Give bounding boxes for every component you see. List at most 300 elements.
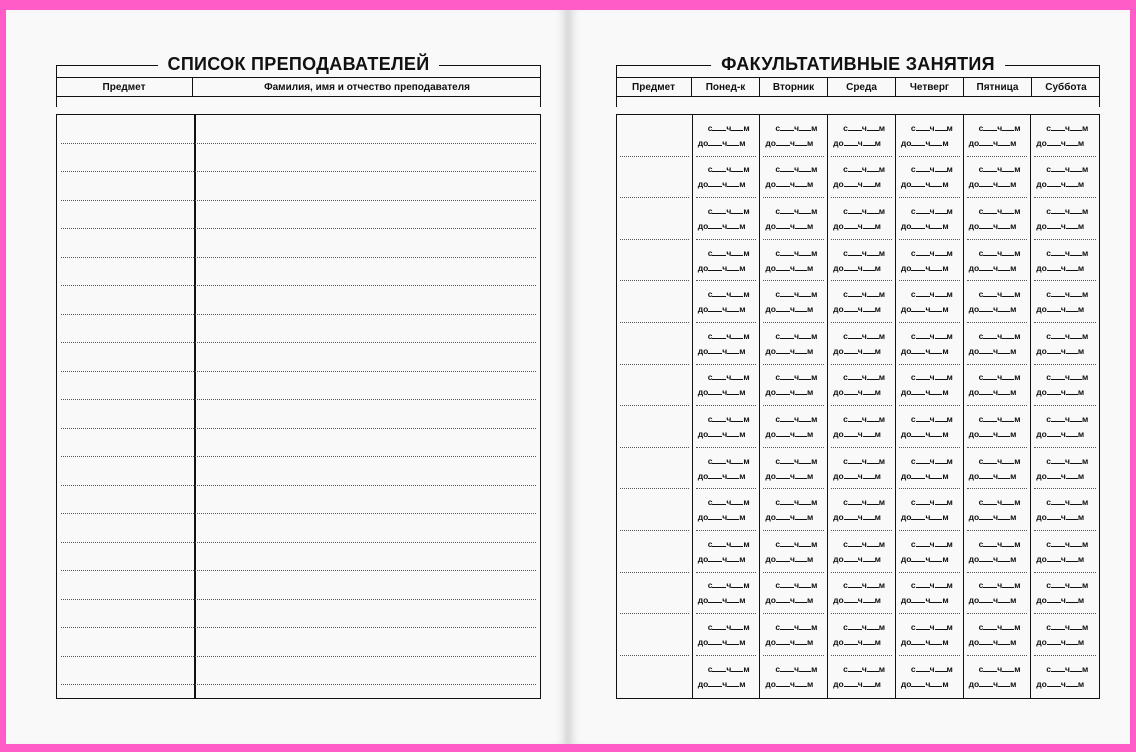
time-blank[interactable] — [911, 471, 925, 479]
teacher-row[interactable] — [61, 628, 536, 657]
time-blank[interactable] — [708, 512, 722, 520]
time-blank[interactable] — [712, 372, 726, 380]
time-blank[interactable] — [731, 664, 743, 672]
time-blank[interactable] — [867, 206, 879, 214]
time-blank[interactable] — [998, 263, 1010, 271]
time-blank[interactable] — [844, 387, 858, 395]
time-blank[interactable] — [1066, 637, 1078, 645]
time-blank[interactable] — [1047, 679, 1061, 687]
time-blank[interactable] — [1051, 164, 1065, 172]
time-blank[interactable] — [983, 664, 997, 672]
time-blank[interactable] — [727, 263, 739, 271]
time-blank[interactable] — [712, 580, 726, 588]
time-blank[interactable] — [795, 471, 807, 479]
teacher-row[interactable] — [61, 429, 536, 458]
time-blank[interactable] — [708, 471, 722, 479]
time-blank[interactable] — [1066, 512, 1078, 520]
time-blank[interactable] — [799, 248, 811, 256]
time-blank[interactable] — [1047, 637, 1061, 645]
time-blank[interactable] — [935, 289, 947, 297]
teacher-row[interactable] — [61, 115, 536, 144]
time-blank[interactable] — [1066, 138, 1078, 146]
time-blank[interactable] — [727, 221, 739, 229]
time-blank[interactable] — [848, 123, 862, 131]
time-blank[interactable] — [916, 248, 930, 256]
time-blank[interactable] — [799, 372, 811, 380]
time-blank[interactable] — [863, 679, 875, 687]
time-blank[interactable] — [776, 179, 790, 187]
time-blank[interactable] — [780, 206, 794, 214]
time-blank[interactable] — [998, 637, 1010, 645]
time-blank[interactable] — [1047, 263, 1061, 271]
time-blank[interactable] — [712, 497, 726, 505]
time-blank[interactable] — [708, 554, 722, 562]
time-blank[interactable] — [799, 539, 811, 547]
time-blank[interactable] — [983, 289, 997, 297]
time-blank[interactable] — [1051, 539, 1065, 547]
time-blank[interactable] — [1002, 664, 1014, 672]
time-blank[interactable] — [795, 637, 807, 645]
time-blank[interactable] — [998, 554, 1010, 562]
time-blank[interactable] — [712, 123, 726, 131]
time-blank[interactable] — [727, 429, 739, 437]
time-blank[interactable] — [998, 221, 1010, 229]
time-blank[interactable] — [1002, 497, 1014, 505]
time-blank[interactable] — [712, 414, 726, 422]
time-blank[interactable] — [708, 637, 722, 645]
time-blank[interactable] — [848, 289, 862, 297]
time-blank[interactable] — [844, 512, 858, 520]
teacher-row[interactable] — [61, 657, 536, 686]
time-blank[interactable] — [983, 456, 997, 464]
time-blank[interactable] — [916, 372, 930, 380]
time-blank[interactable] — [795, 429, 807, 437]
time-blank[interactable] — [911, 512, 925, 520]
subject-cell[interactable] — [620, 614, 689, 656]
time-blank[interactable] — [727, 512, 739, 520]
time-blank[interactable] — [867, 539, 879, 547]
time-blank[interactable] — [979, 387, 993, 395]
time-blank[interactable] — [727, 138, 739, 146]
time-blank[interactable] — [780, 372, 794, 380]
time-blank[interactable] — [911, 179, 925, 187]
time-blank[interactable] — [799, 123, 811, 131]
time-blank[interactable] — [930, 679, 942, 687]
time-blank[interactable] — [979, 637, 993, 645]
time-blank[interactable] — [979, 595, 993, 603]
teacher-row[interactable] — [61, 144, 536, 173]
time-blank[interactable] — [930, 263, 942, 271]
time-blank[interactable] — [916, 580, 930, 588]
time-blank[interactable] — [795, 263, 807, 271]
time-blank[interactable] — [1066, 471, 1078, 479]
time-blank[interactable] — [1051, 664, 1065, 672]
time-blank[interactable] — [911, 429, 925, 437]
time-blank[interactable] — [731, 456, 743, 464]
time-blank[interactable] — [867, 372, 879, 380]
time-blank[interactable] — [983, 539, 997, 547]
time-blank[interactable] — [911, 554, 925, 562]
time-blank[interactable] — [1047, 554, 1061, 562]
time-blank[interactable] — [1070, 664, 1082, 672]
time-blank[interactable] — [708, 304, 722, 312]
time-blank[interactable] — [983, 622, 997, 630]
time-blank[interactable] — [979, 679, 993, 687]
teacher-row[interactable] — [61, 514, 536, 543]
time-blank[interactable] — [930, 346, 942, 354]
time-blank[interactable] — [911, 221, 925, 229]
time-blank[interactable] — [911, 304, 925, 312]
time-blank[interactable] — [863, 221, 875, 229]
time-blank[interactable] — [1047, 471, 1061, 479]
time-blank[interactable] — [911, 637, 925, 645]
time-blank[interactable] — [1002, 331, 1014, 339]
time-blank[interactable] — [979, 179, 993, 187]
subject-cell[interactable] — [620, 656, 689, 698]
time-blank[interactable] — [1002, 414, 1014, 422]
time-blank[interactable] — [799, 414, 811, 422]
time-blank[interactable] — [727, 304, 739, 312]
time-blank[interactable] — [780, 123, 794, 131]
time-blank[interactable] — [867, 414, 879, 422]
time-blank[interactable] — [916, 164, 930, 172]
time-blank[interactable] — [863, 138, 875, 146]
time-blank[interactable] — [1051, 456, 1065, 464]
time-blank[interactable] — [1047, 429, 1061, 437]
time-blank[interactable] — [998, 138, 1010, 146]
time-blank[interactable] — [935, 372, 947, 380]
time-blank[interactable] — [911, 595, 925, 603]
time-blank[interactable] — [983, 248, 997, 256]
time-blank[interactable] — [712, 164, 726, 172]
time-blank[interactable] — [712, 456, 726, 464]
time-blank[interactable] — [776, 221, 790, 229]
time-blank[interactable] — [930, 471, 942, 479]
time-blank[interactable] — [1066, 304, 1078, 312]
time-blank[interactable] — [799, 331, 811, 339]
teacher-row[interactable] — [61, 258, 536, 287]
time-blank[interactable] — [844, 679, 858, 687]
time-blank[interactable] — [780, 164, 794, 172]
time-blank[interactable] — [712, 664, 726, 672]
time-blank[interactable] — [1002, 248, 1014, 256]
time-blank[interactable] — [867, 664, 879, 672]
time-blank[interactable] — [1051, 206, 1065, 214]
time-blank[interactable] — [1002, 580, 1014, 588]
time-blank[interactable] — [776, 512, 790, 520]
time-blank[interactable] — [731, 248, 743, 256]
time-blank[interactable] — [863, 179, 875, 187]
teacher-row[interactable] — [61, 543, 536, 572]
time-blank[interactable] — [867, 331, 879, 339]
time-blank[interactable] — [1051, 123, 1065, 131]
time-blank[interactable] — [848, 622, 862, 630]
time-blank[interactable] — [795, 179, 807, 187]
time-blank[interactable] — [1051, 289, 1065, 297]
time-blank[interactable] — [799, 497, 811, 505]
subject-cell[interactable] — [620, 448, 689, 490]
time-blank[interactable] — [776, 637, 790, 645]
teacher-row[interactable] — [61, 201, 536, 230]
time-blank[interactable] — [731, 123, 743, 131]
time-blank[interactable] — [727, 679, 739, 687]
time-blank[interactable] — [795, 512, 807, 520]
time-blank[interactable] — [844, 595, 858, 603]
time-blank[interactable] — [867, 580, 879, 588]
time-blank[interactable] — [776, 595, 790, 603]
time-blank[interactable] — [844, 637, 858, 645]
time-blank[interactable] — [867, 456, 879, 464]
time-blank[interactable] — [727, 346, 739, 354]
time-blank[interactable] — [776, 429, 790, 437]
time-blank[interactable] — [863, 471, 875, 479]
time-blank[interactable] — [935, 664, 947, 672]
time-blank[interactable] — [1070, 372, 1082, 380]
time-blank[interactable] — [867, 164, 879, 172]
teacher-row[interactable] — [61, 372, 536, 401]
time-blank[interactable] — [795, 595, 807, 603]
time-blank[interactable] — [979, 304, 993, 312]
time-blank[interactable] — [863, 512, 875, 520]
time-blank[interactable] — [799, 664, 811, 672]
time-blank[interactable] — [1070, 497, 1082, 505]
time-blank[interactable] — [795, 387, 807, 395]
time-blank[interactable] — [983, 414, 997, 422]
time-blank[interactable] — [1066, 179, 1078, 187]
time-blank[interactable] — [731, 331, 743, 339]
time-blank[interactable] — [776, 554, 790, 562]
time-blank[interactable] — [780, 289, 794, 297]
subject-cell[interactable] — [620, 489, 689, 531]
time-blank[interactable] — [780, 622, 794, 630]
time-blank[interactable] — [935, 497, 947, 505]
time-blank[interactable] — [979, 512, 993, 520]
time-blank[interactable] — [795, 554, 807, 562]
time-blank[interactable] — [916, 664, 930, 672]
time-blank[interactable] — [1070, 414, 1082, 422]
teacher-row[interactable] — [61, 600, 536, 629]
time-blank[interactable] — [916, 289, 930, 297]
time-blank[interactable] — [1047, 221, 1061, 229]
time-blank[interactable] — [911, 263, 925, 271]
time-blank[interactable] — [848, 456, 862, 464]
time-blank[interactable] — [867, 123, 879, 131]
time-blank[interactable] — [1070, 206, 1082, 214]
time-blank[interactable] — [1002, 123, 1014, 131]
time-blank[interactable] — [844, 221, 858, 229]
time-blank[interactable] — [916, 456, 930, 464]
time-blank[interactable] — [998, 387, 1010, 395]
time-blank[interactable] — [979, 554, 993, 562]
time-blank[interactable] — [708, 138, 722, 146]
time-blank[interactable] — [863, 595, 875, 603]
time-blank[interactable] — [708, 221, 722, 229]
teacher-row[interactable] — [61, 571, 536, 600]
time-blank[interactable] — [979, 221, 993, 229]
time-blank[interactable] — [731, 414, 743, 422]
time-blank[interactable] — [848, 248, 862, 256]
time-blank[interactable] — [844, 471, 858, 479]
time-blank[interactable] — [979, 138, 993, 146]
time-blank[interactable] — [863, 304, 875, 312]
time-blank[interactable] — [1047, 595, 1061, 603]
time-blank[interactable] — [799, 289, 811, 297]
time-blank[interactable] — [1066, 346, 1078, 354]
time-blank[interactable] — [863, 429, 875, 437]
time-blank[interactable] — [795, 221, 807, 229]
time-blank[interactable] — [1066, 429, 1078, 437]
time-blank[interactable] — [799, 622, 811, 630]
time-blank[interactable] — [799, 206, 811, 214]
time-blank[interactable] — [979, 263, 993, 271]
time-blank[interactable] — [731, 289, 743, 297]
time-blank[interactable] — [1070, 580, 1082, 588]
time-blank[interactable] — [935, 248, 947, 256]
time-blank[interactable] — [1051, 372, 1065, 380]
time-blank[interactable] — [1070, 539, 1082, 547]
time-blank[interactable] — [844, 138, 858, 146]
time-blank[interactable] — [799, 456, 811, 464]
time-blank[interactable] — [848, 164, 862, 172]
time-blank[interactable] — [1070, 164, 1082, 172]
time-blank[interactable] — [930, 221, 942, 229]
time-blank[interactable] — [848, 331, 862, 339]
subject-cell[interactable] — [620, 531, 689, 573]
time-blank[interactable] — [712, 331, 726, 339]
time-blank[interactable] — [863, 554, 875, 562]
time-blank[interactable] — [1047, 346, 1061, 354]
time-blank[interactable] — [780, 456, 794, 464]
time-blank[interactable] — [731, 164, 743, 172]
time-blank[interactable] — [935, 414, 947, 422]
time-blank[interactable] — [1070, 456, 1082, 464]
time-blank[interactable] — [916, 206, 930, 214]
time-blank[interactable] — [848, 206, 862, 214]
time-blank[interactable] — [708, 179, 722, 187]
time-blank[interactable] — [1047, 304, 1061, 312]
time-blank[interactable] — [844, 429, 858, 437]
subject-cell[interactable] — [620, 573, 689, 615]
time-blank[interactable] — [911, 138, 925, 146]
time-blank[interactable] — [712, 622, 726, 630]
time-blank[interactable] — [1002, 622, 1014, 630]
time-blank[interactable] — [983, 331, 997, 339]
time-blank[interactable] — [1002, 372, 1014, 380]
time-blank[interactable] — [727, 179, 739, 187]
time-blank[interactable] — [708, 346, 722, 354]
teacher-row[interactable] — [61, 486, 536, 515]
time-blank[interactable] — [1051, 497, 1065, 505]
time-blank[interactable] — [708, 679, 722, 687]
time-blank[interactable] — [844, 179, 858, 187]
time-blank[interactable] — [867, 248, 879, 256]
subject-cell[interactable] — [620, 198, 689, 240]
time-blank[interactable] — [983, 372, 997, 380]
time-blank[interactable] — [708, 429, 722, 437]
time-blank[interactable] — [916, 414, 930, 422]
time-blank[interactable] — [983, 123, 997, 131]
time-blank[interactable] — [712, 248, 726, 256]
time-blank[interactable] — [998, 429, 1010, 437]
time-blank[interactable] — [708, 387, 722, 395]
time-blank[interactable] — [776, 138, 790, 146]
time-blank[interactable] — [935, 622, 947, 630]
time-blank[interactable] — [1070, 123, 1082, 131]
teacher-row[interactable] — [61, 343, 536, 372]
subject-cell[interactable] — [620, 157, 689, 199]
teacher-row[interactable] — [61, 315, 536, 344]
time-blank[interactable] — [776, 471, 790, 479]
time-blank[interactable] — [867, 622, 879, 630]
teacher-row[interactable] — [61, 172, 536, 201]
time-blank[interactable] — [1066, 387, 1078, 395]
teacher-row[interactable] — [61, 457, 536, 486]
time-blank[interactable] — [911, 346, 925, 354]
time-blank[interactable] — [1002, 289, 1014, 297]
time-blank[interactable] — [712, 289, 726, 297]
teacher-row[interactable] — [61, 229, 536, 258]
time-blank[interactable] — [998, 179, 1010, 187]
time-blank[interactable] — [848, 372, 862, 380]
time-blank[interactable] — [1070, 622, 1082, 630]
time-blank[interactable] — [1066, 554, 1078, 562]
time-blank[interactable] — [916, 539, 930, 547]
time-blank[interactable] — [863, 637, 875, 645]
time-blank[interactable] — [979, 429, 993, 437]
time-blank[interactable] — [708, 263, 722, 271]
time-blank[interactable] — [731, 580, 743, 588]
time-blank[interactable] — [930, 304, 942, 312]
time-blank[interactable] — [867, 289, 879, 297]
time-blank[interactable] — [935, 539, 947, 547]
time-blank[interactable] — [727, 387, 739, 395]
time-blank[interactable] — [776, 304, 790, 312]
time-blank[interactable] — [998, 304, 1010, 312]
time-blank[interactable] — [712, 539, 726, 547]
time-blank[interactable] — [799, 164, 811, 172]
time-blank[interactable] — [983, 206, 997, 214]
time-blank[interactable] — [848, 497, 862, 505]
time-blank[interactable] — [916, 622, 930, 630]
teacher-row[interactable] — [61, 286, 536, 315]
time-blank[interactable] — [712, 206, 726, 214]
time-blank[interactable] — [998, 346, 1010, 354]
time-blank[interactable] — [1051, 331, 1065, 339]
subject-cell[interactable] — [620, 406, 689, 448]
time-blank[interactable] — [844, 554, 858, 562]
time-blank[interactable] — [848, 414, 862, 422]
time-blank[interactable] — [1047, 179, 1061, 187]
time-blank[interactable] — [930, 637, 942, 645]
time-blank[interactable] — [1047, 387, 1061, 395]
time-blank[interactable] — [731, 539, 743, 547]
time-blank[interactable] — [1051, 622, 1065, 630]
time-blank[interactable] — [776, 263, 790, 271]
time-blank[interactable] — [911, 679, 925, 687]
time-blank[interactable] — [930, 179, 942, 187]
subject-cell[interactable] — [620, 240, 689, 282]
teacher-row[interactable] — [61, 400, 536, 429]
time-blank[interactable] — [1070, 289, 1082, 297]
time-blank[interactable] — [983, 580, 997, 588]
time-blank[interactable] — [780, 497, 794, 505]
time-blank[interactable] — [731, 206, 743, 214]
time-blank[interactable] — [935, 164, 947, 172]
time-blank[interactable] — [935, 206, 947, 214]
time-blank[interactable] — [727, 595, 739, 603]
time-blank[interactable] — [1047, 138, 1061, 146]
time-blank[interactable] — [731, 497, 743, 505]
